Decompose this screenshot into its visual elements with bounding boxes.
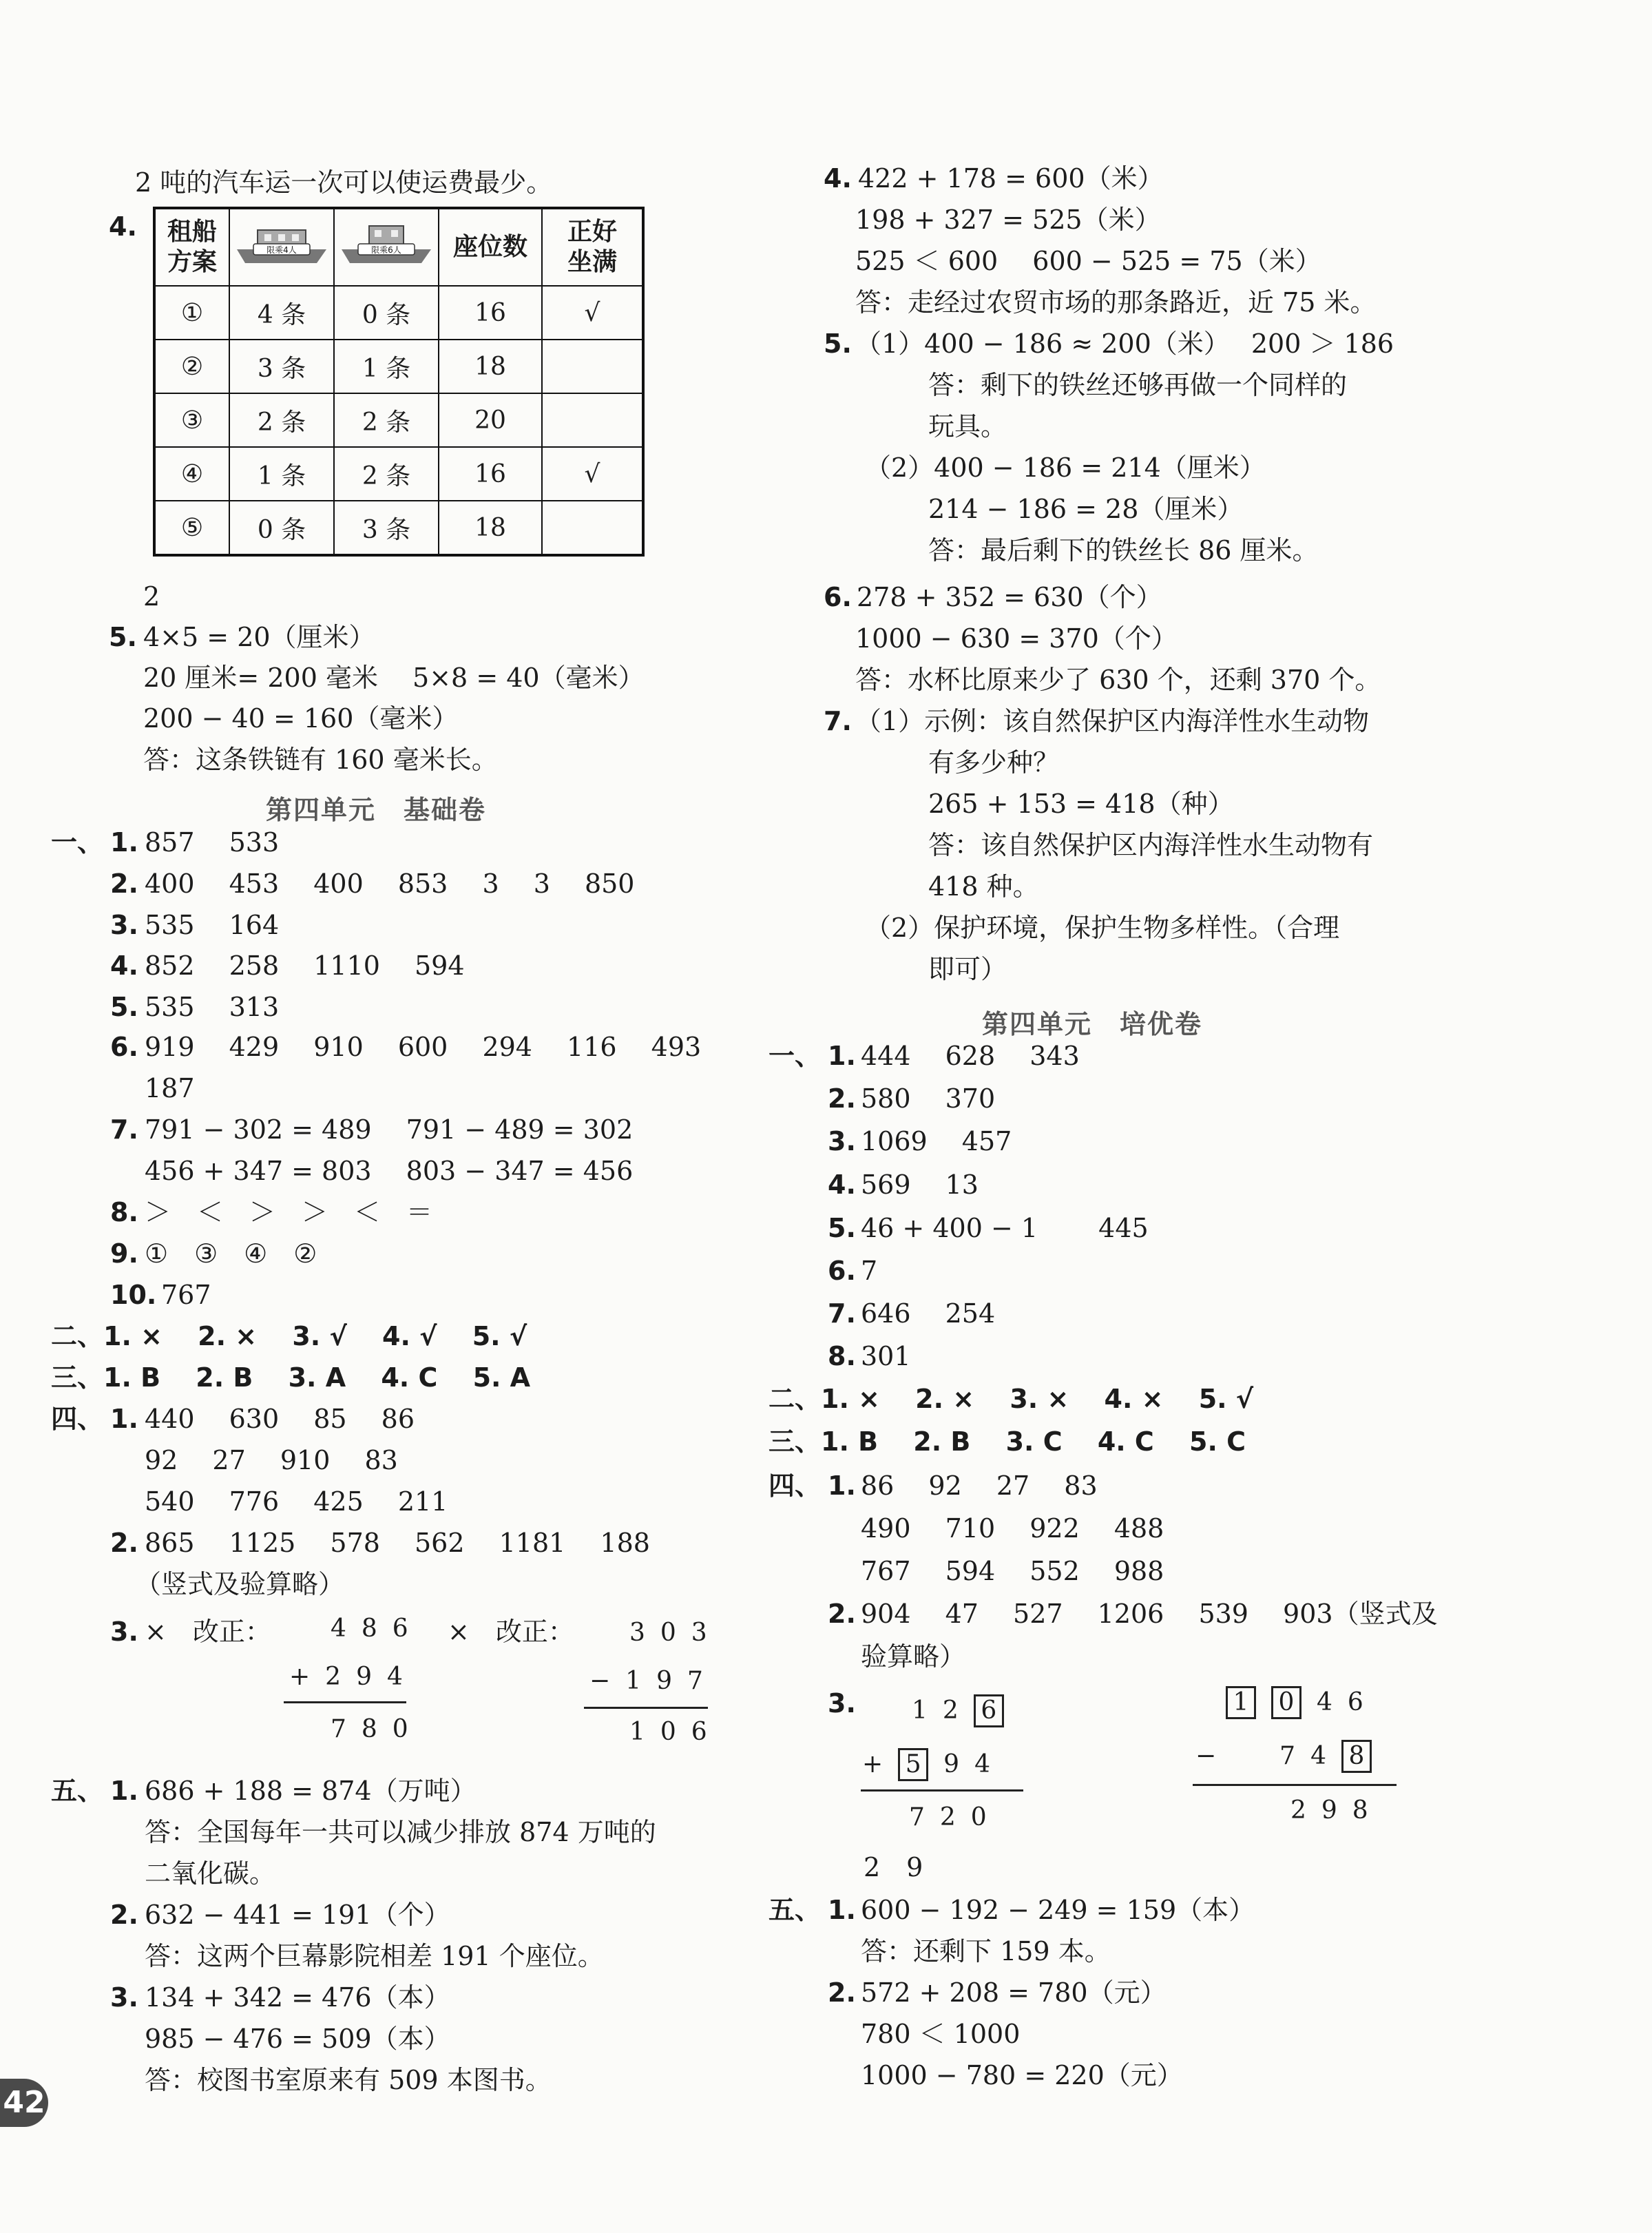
digit: 4 xyxy=(974,1750,1005,1778)
text-line: 答：校图书室原来有 509 本图书。 xyxy=(145,2065,552,2095)
question-number: 4. xyxy=(109,211,137,242)
text-line: 490 710 922 488 xyxy=(861,1513,1164,1544)
table-cell: 18 xyxy=(439,501,542,555)
table-cell xyxy=(542,340,643,393)
vertical-calc-digits: 720 xyxy=(909,1803,1002,1831)
text-line: 二氧化碳。 xyxy=(145,1858,276,1889)
table-cell: √ xyxy=(542,447,643,501)
table-cell: 0 条 xyxy=(229,501,334,555)
calc-rule xyxy=(861,1789,1023,1791)
question-number: 1. xyxy=(110,827,138,858)
text-line: 767 xyxy=(161,1280,211,1310)
text-line: 540 776 425 211 xyxy=(145,1486,448,1517)
vertical-calc-digits: −197 xyxy=(589,1667,718,1695)
calc-rule xyxy=(1193,1784,1397,1786)
text-line: 904 47 527 1206 539 903（竖式及 xyxy=(861,1599,1438,1629)
text-line: 985 − 476 = 509（本） xyxy=(145,2024,450,2054)
text-line: 198 + 327 = 525（米） xyxy=(855,205,1161,235)
text-line: 535 313 xyxy=(145,992,280,1022)
section-number: 四、 xyxy=(769,1471,822,1501)
digit: 6 xyxy=(1347,1688,1379,1716)
section-number: 四、 xyxy=(51,1404,104,1434)
answer-line: 三、1. B 2. B 3. C 4. C 5. C xyxy=(769,1426,1246,1457)
text-line: 214 − 186 = 28（厘米） xyxy=(928,494,1244,524)
boat-rental-table xyxy=(153,207,645,557)
vertical-calc-digits: 303 xyxy=(629,1619,722,1647)
question-number: 1. xyxy=(828,1895,856,1925)
operator: + xyxy=(862,1750,899,1778)
text-line: 1000 − 780 = 220（元） xyxy=(861,2060,1183,2090)
table-row xyxy=(154,501,643,555)
table-header-boat4 xyxy=(229,208,334,286)
fill-in-calc-row xyxy=(1195,1740,1387,1773)
question-number: 5. xyxy=(824,329,852,359)
question-number: 1. xyxy=(110,1776,138,1806)
text-line: 535 164 xyxy=(145,910,280,940)
table-cell: 1 条 xyxy=(229,447,334,501)
text-line: ＞ ＜ ＞ ＞ ＜ ＝ xyxy=(145,1197,433,1227)
digit: 7 xyxy=(1279,1742,1311,1770)
question-number: 7. xyxy=(828,1298,856,1329)
text-line: 686 + 188 = 874（万吨） xyxy=(145,1776,477,1806)
question-number: 3. xyxy=(828,1126,856,1156)
table-cell: ② xyxy=(154,340,229,393)
text-line: 525 ＜ 600 600 − 525 = 75（米） xyxy=(855,246,1321,276)
table-row xyxy=(154,286,643,340)
text-line: ① ③ ④ ② xyxy=(145,1238,317,1269)
text-line: 444 628 343 xyxy=(861,1041,1080,1071)
text-line: 7 xyxy=(861,1256,878,1286)
table-cell: 3 条 xyxy=(334,501,439,555)
table-cell: 18 xyxy=(439,340,542,393)
vertical-calc-digits: 298 xyxy=(1290,1796,1383,1825)
table-row xyxy=(154,447,643,501)
section-heading: 第四单元 基础卷 xyxy=(266,795,487,825)
fill-in-calc-row xyxy=(912,1694,1019,1727)
question-number: 7. xyxy=(824,706,852,736)
fill-in-calc-row xyxy=(1226,1686,1379,1719)
table-row xyxy=(154,393,643,447)
question-number: 1. xyxy=(828,1041,856,1071)
text-line: 玩具。 xyxy=(928,411,1007,442)
question-number: 10. xyxy=(110,1280,157,1310)
text-line: 780 ＜ 1000 xyxy=(861,2019,1021,2049)
text-line: 答：最后剩下的铁丝长 86 厘米。 xyxy=(928,535,1319,565)
text-line: 验算略） xyxy=(861,1641,966,1672)
question-number: 1. xyxy=(828,1471,856,1501)
answer-line: 三、1. B 2. B 3. A 4. C 5. A xyxy=(51,1362,531,1393)
question-number: 2. xyxy=(110,1900,138,1930)
table-cell: 4 条 xyxy=(229,286,334,340)
table-cell: √ xyxy=(542,286,643,340)
question-number: 8. xyxy=(828,1341,856,1371)
question-number: 5. xyxy=(828,1213,856,1243)
text-line: 答：这条铁链有 160 毫米长。 xyxy=(143,745,498,775)
table-cell: ③ xyxy=(154,393,229,447)
digit: 2 xyxy=(942,1696,974,1725)
question-number: 2. xyxy=(828,1599,856,1629)
text-line: 20 厘米= 200 毫米 5×8 = 40（毫米） xyxy=(143,663,645,693)
text-line: 即可） xyxy=(928,954,1007,984)
table-cell xyxy=(542,501,643,555)
text-line: 1000 − 630 = 370（个） xyxy=(855,623,1178,654)
answer-line: 二、1. × 2. × 3. × 4. × 5. √ xyxy=(769,1384,1254,1414)
question-number: 4. xyxy=(828,1170,856,1200)
text-line: 580 370 xyxy=(861,1083,996,1114)
section-number: 五、 xyxy=(769,1895,822,1925)
answer-box: 1 xyxy=(1226,1686,1256,1719)
boat-label: 限乘4人 xyxy=(266,245,297,255)
text-line: （2）保护环境，保护生物多样性。（合理 xyxy=(865,913,1340,943)
text-line: 600 − 192 − 249 = 159（本） xyxy=(861,1895,1255,1925)
text-line: 852 258 1110 594 xyxy=(145,951,465,981)
question-number: 4. xyxy=(110,951,138,981)
table-cell: 2 条 xyxy=(334,447,439,501)
answer-box: 8 xyxy=(1341,1740,1372,1773)
text-line: （2）400 − 186 = 214（厘米） xyxy=(865,453,1266,483)
text-line: 92 27 910 83 xyxy=(145,1445,398,1475)
section-number: 一、 xyxy=(769,1041,822,1071)
text-line: 418 种。 xyxy=(928,871,1039,902)
text-line: 86 92 27 83 xyxy=(861,1471,1098,1501)
vertical-calc-digits: 106 xyxy=(629,1718,722,1746)
text-line: 301 xyxy=(861,1341,911,1371)
text-line: 有多少种？ xyxy=(928,747,1060,778)
text-line: 456 + 347 = 803 803 − 347 = 456 xyxy=(145,1156,634,1186)
question-number: 2. xyxy=(828,1977,856,2008)
text-line: 答：走经过农贸市场的那条路近，近 75 米。 xyxy=(855,287,1377,318)
answer-box: 5 xyxy=(898,1748,928,1781)
digit: 4 xyxy=(1310,1742,1341,1770)
text-line: 646 254 xyxy=(861,1298,996,1329)
operator: − xyxy=(1195,1742,1232,1770)
section-number: 一、 xyxy=(51,827,104,858)
answer-line: 二、1. × 2. × 3. √ 4. √ 5. √ xyxy=(51,1321,527,1351)
text-line: 265 + 153 = 418（种） xyxy=(928,789,1234,819)
table-header-boat6 xyxy=(334,208,439,286)
table-cell: ⑤ xyxy=(154,501,229,555)
question-number: 6. xyxy=(828,1256,856,1286)
table-cell: ① xyxy=(154,286,229,340)
question-number: 6. xyxy=(110,1032,138,1062)
table-cell: 3 条 xyxy=(229,340,334,393)
question-number: 2. xyxy=(828,1083,856,1114)
text-line: 791 − 302 = 489 791 − 489 = 302 xyxy=(145,1114,634,1145)
text-line: 答：剩下的铁丝还够再做一个同样的 xyxy=(928,370,1348,400)
table-cell: 16 xyxy=(439,286,542,340)
text-line: 200 − 40 = 160（毫米） xyxy=(143,703,459,734)
text-line: （竖式及验算略） xyxy=(135,1569,345,1599)
vertical-calc-digits: 486 xyxy=(331,1614,424,1643)
text-line: 2 吨的汽车运一次可以使运费最少。 xyxy=(135,167,553,198)
question-number: 3. xyxy=(828,1688,856,1718)
text-line: 422 + 178 = 600（米） xyxy=(858,163,1164,194)
fill-in-calc-row xyxy=(862,1748,1005,1781)
text-line: 400 453 400 853 3 3 850 xyxy=(145,869,635,899)
question-number: 3. xyxy=(110,1617,138,1647)
boat-icon xyxy=(335,220,438,269)
text-line: 4×5 = 20（厘米） xyxy=(143,622,375,652)
question-number: 5. xyxy=(109,622,137,652)
text-line: 1069 457 xyxy=(861,1126,1012,1156)
table-header-full: 正好 坐满 xyxy=(542,208,643,286)
text-line: 569 13 xyxy=(861,1170,979,1200)
digit: 4 xyxy=(1317,1688,1348,1716)
digit: 9 xyxy=(943,1750,975,1778)
question-number: 2. xyxy=(110,869,138,899)
text-line: × 改正： xyxy=(448,1617,574,1647)
section-number: 五、 xyxy=(51,1776,104,1806)
text-line: 答：这两个巨幕影院相差 191 个座位。 xyxy=(145,1941,604,1971)
table-cell: 1 条 xyxy=(334,340,439,393)
answer-box: 6 xyxy=(974,1694,1004,1727)
text-line: 278 + 352 = 630（个） xyxy=(857,582,1162,612)
text-line: 865 1125 578 562 1181 188 xyxy=(145,1528,650,1558)
table-cell: 2 条 xyxy=(229,393,334,447)
text-line: 919 429 910 600 294 116 493 xyxy=(145,1032,702,1062)
digit: 1 xyxy=(912,1696,943,1725)
table-cell: ④ xyxy=(154,447,229,501)
table-header-plan: 租船 方案 xyxy=(154,208,229,286)
text-line: × 改正： xyxy=(145,1617,271,1647)
boat-label: 限乘6人 xyxy=(371,245,401,255)
question-number: 2. xyxy=(110,1528,138,1558)
question-number: 1. xyxy=(110,1404,138,1434)
text-line: 答：还剩下 159 本。 xyxy=(861,1936,1111,1966)
text-line: 2 xyxy=(143,581,160,612)
text-line: 187 xyxy=(145,1073,195,1103)
text-line: （1）示例：该自然保护区内海洋性水生动物 xyxy=(855,706,1370,736)
question-number: 8. xyxy=(110,1197,138,1227)
calc-rule xyxy=(284,1701,406,1703)
table-cell: 2 条 xyxy=(334,393,439,447)
question-number: 3. xyxy=(110,910,138,940)
calc-rule xyxy=(584,1707,708,1709)
table-cell xyxy=(542,393,643,447)
text-line: 2 9 xyxy=(864,1852,923,1882)
text-line: （1）400 − 186 ≈ 200（米） 200 ＞ 186 xyxy=(855,329,1394,359)
answer-box: 0 xyxy=(1271,1686,1301,1719)
text-line: 答：全国每年一共可以减少排放 874 万吨的 xyxy=(145,1817,656,1847)
boat-icon xyxy=(230,220,333,269)
text-line: 答：该自然保护区内海洋性水生动物有 xyxy=(928,830,1374,860)
table-row xyxy=(154,340,643,393)
table-header-seats: 座位数 xyxy=(439,208,542,286)
text-line: 答：水杯比原来少了 630 个，还剩 370 个。 xyxy=(855,665,1381,695)
question-number: 7. xyxy=(110,1114,138,1145)
vertical-calc-digits: 780 xyxy=(331,1715,424,1743)
vertical-calc-digits: +294 xyxy=(289,1663,418,1691)
section-heading: 第四单元 培优卷 xyxy=(982,1009,1203,1039)
table-cell: 0 条 xyxy=(334,286,439,340)
question-number: 5. xyxy=(110,992,138,1022)
text-line: 46 + 400 − 1 445 xyxy=(861,1213,1149,1243)
text-line: 857 533 xyxy=(145,827,280,858)
text-line: 134 + 342 = 476（本） xyxy=(145,1982,450,2013)
table-cell: 20 xyxy=(439,393,542,447)
text-line: 767 594 552 988 xyxy=(861,1556,1164,1586)
question-number: 3. xyxy=(110,1982,138,2013)
text-line: 572 + 208 = 780（元） xyxy=(861,1977,1167,2008)
question-number: 6. xyxy=(824,582,852,612)
page-number: 42 xyxy=(0,2079,48,2127)
question-number: 4. xyxy=(824,163,852,194)
text-line: 440 630 85 86 xyxy=(145,1404,415,1434)
question-number: 9. xyxy=(110,1238,138,1269)
table-cell: 16 xyxy=(439,447,542,501)
text-line: 632 − 441 = 191（个） xyxy=(145,1900,450,1930)
